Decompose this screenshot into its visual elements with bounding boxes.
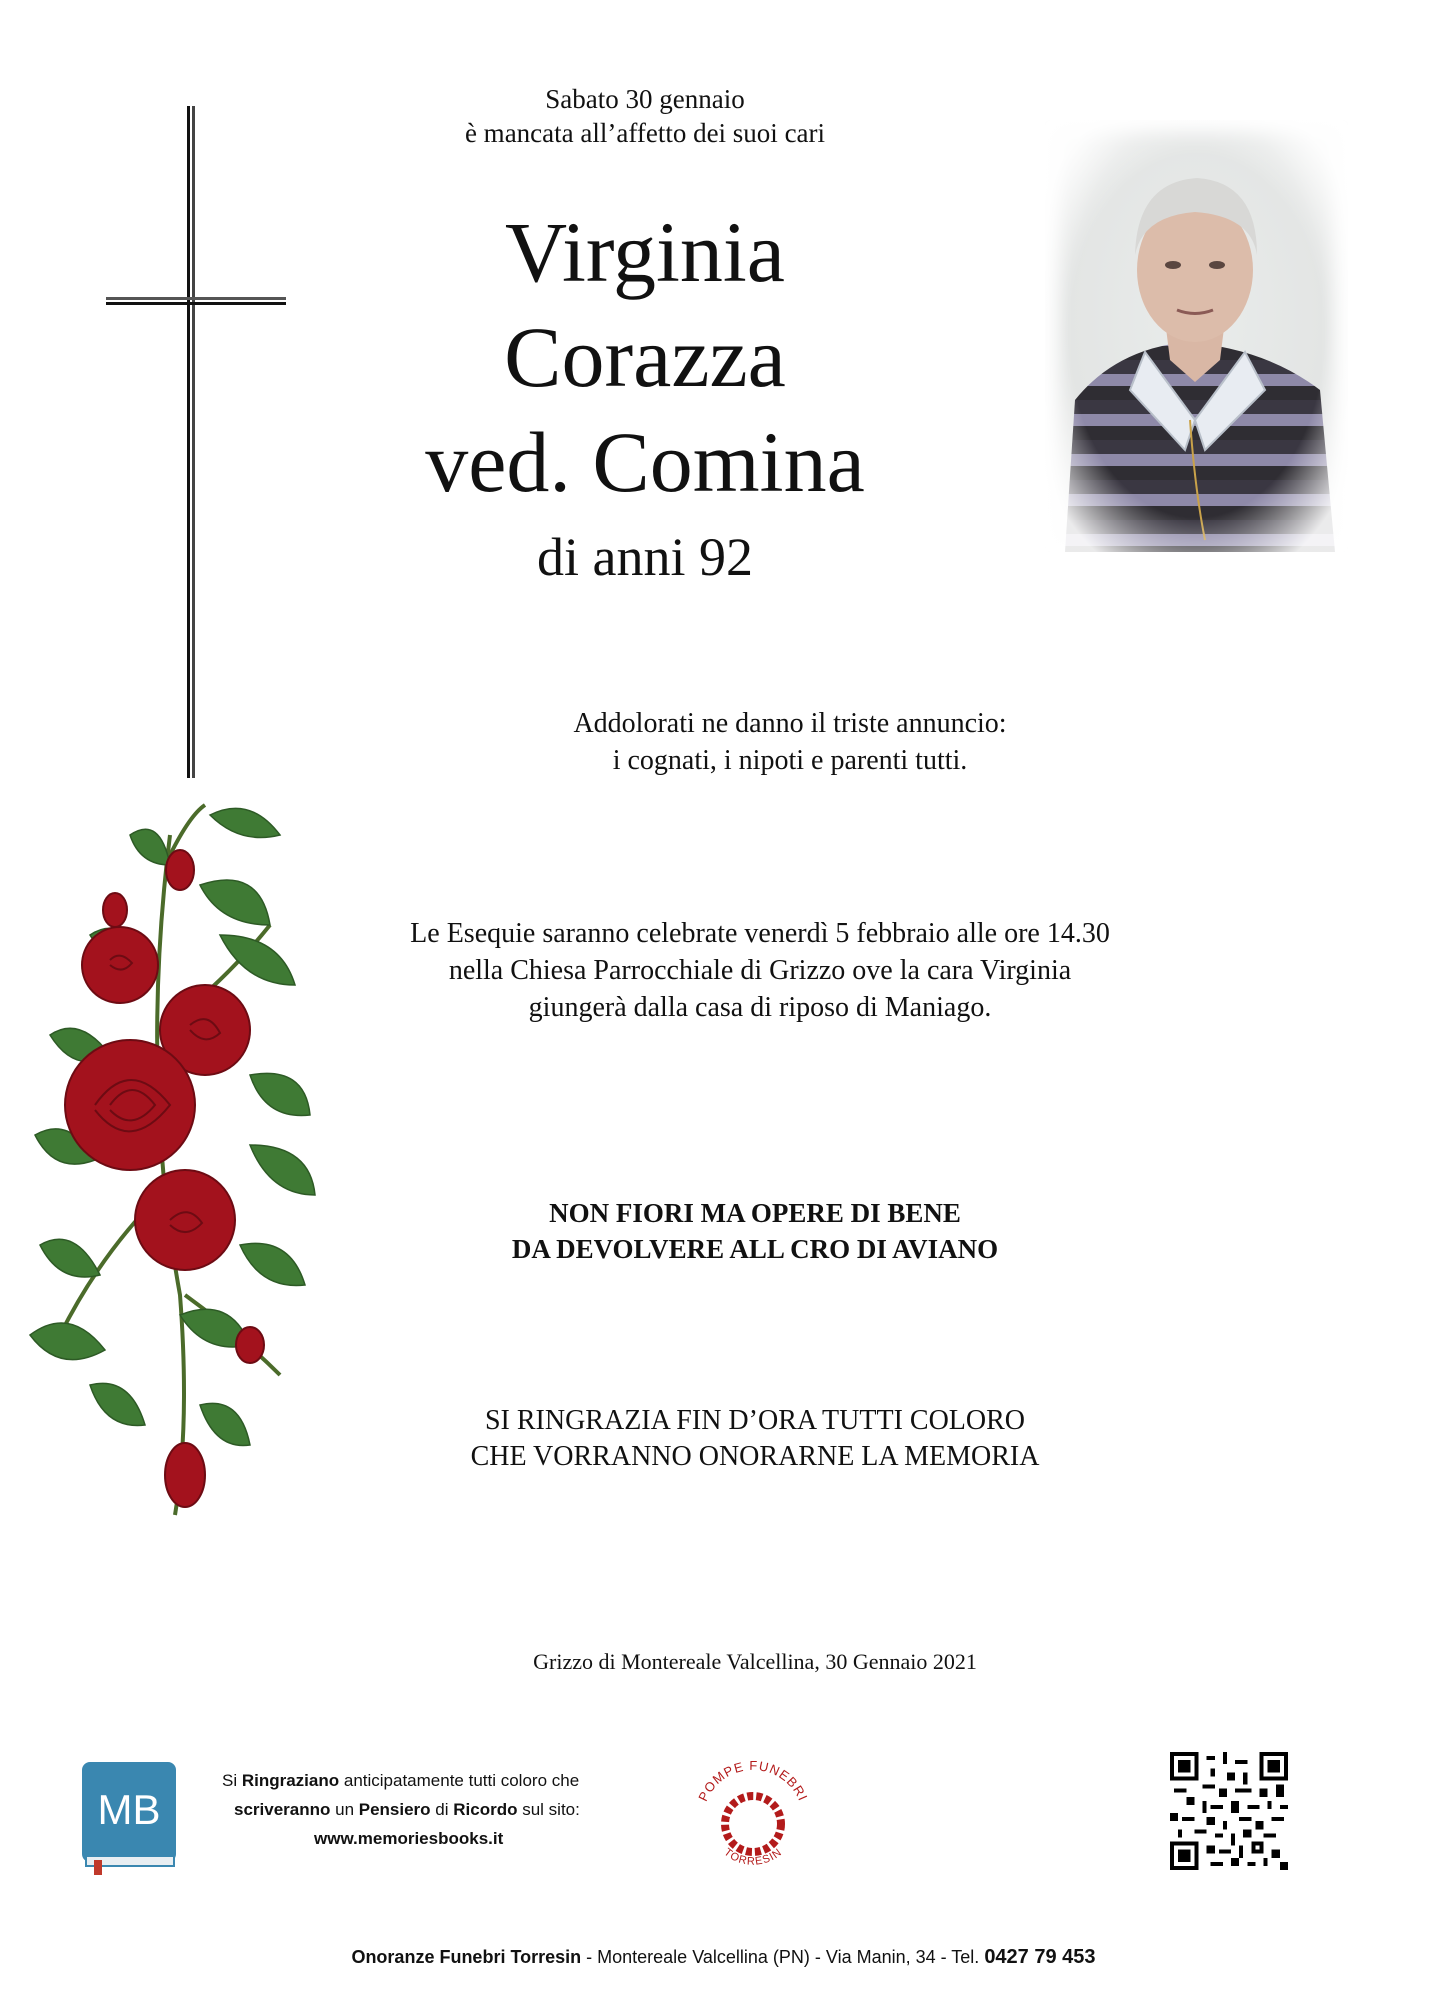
donation-line-2: DA DEVOLVERE ALL CRO DI AVIANO [511, 1234, 999, 1264]
donation-line-1: NON FIORI MA OPERE DI BENE [549, 1198, 961, 1228]
cross-vertical-bar [187, 106, 190, 778]
portrait-photo [1045, 120, 1348, 552]
memories-site-link[interactable]: www.memoriesbooks.it [314, 1829, 504, 1848]
mb-logo-text: MB [97, 1786, 161, 1833]
funeral-home-address: - Montereale Valcellina (PN) - Via Manin, 34 - Tel. [581, 1947, 985, 1967]
announcement-line-1: Addolorati ne danno il triste annuncio: [573, 708, 1007, 739]
cross-horizontal-bar [106, 302, 286, 305]
announcement [440, 705, 1140, 779]
funeral-line-1: Le Esequie saranno celebrate venerdì 5 febbraio alle ore 14.30 [410, 918, 1110, 949]
widow-of: ved. Comina [425, 414, 865, 510]
thanks-line-1: Si Ringraziano anticipatamente tutti coloro che [222, 1771, 580, 1790]
intro-line-2: è mancata all’affetto dei suoi cari [464, 118, 826, 148]
svg-text:TORRESIN [722, 1846, 785, 1868]
logo-top-text: POMPE FUNEBRI [695, 1757, 811, 1804]
intro-text [330, 82, 960, 150]
funeral-home-footer [0, 1945, 1447, 1969]
logo-bottom-text: TORRESIN [721, 1846, 785, 1868]
intro-line-1: Sabato 30 gennaio [545, 84, 745, 114]
funeral-line-3: giungerà dalla casa di riposo di Maniago. [528, 992, 992, 1023]
funeral-line-2: nella Chiesa Parrocchiale di Grizzo ove la cara Virginia [448, 955, 1072, 986]
gratitude-line-1: SI RINGRAZIA FIN D’ORA TUTTI COLORO [484, 1405, 1026, 1436]
funeral-home-name: Onoranze Funebri Torresin [351, 1947, 582, 1967]
age-text: di anni 92 [537, 527, 753, 587]
deceased-name [330, 200, 960, 515]
gratitude-note [330, 1403, 1180, 1475]
gratitude-line-2: CHE VORRANNO ONORARNE LA MEMORIA [470, 1441, 1040, 1472]
thanks-line-2: scriveranno un Pensiero di Ricordo sul sito: [234, 1800, 580, 1819]
qr-code[interactable] [1170, 1752, 1288, 1870]
last-name: Corazza [504, 309, 786, 405]
first-name: Virginia [505, 204, 785, 300]
place-date: Grizzo di Montereale Valcellina, 30 Gennaio 2021 [533, 1649, 977, 1674]
pompe-funebri-logo [688, 1752, 818, 1882]
funeral-home-phone[interactable]: 0427 79 453 [984, 1946, 1096, 1968]
donation-request [330, 1195, 1180, 1267]
announcement-line-2: i cognati, i nipoti e parenti tutti. [612, 745, 968, 776]
funeral-info [320, 915, 1200, 1026]
portrait-illustration [1045, 120, 1348, 552]
memories-thanks-text [222, 1766, 622, 1853]
memoriesbooks-logo [80, 1760, 178, 1875]
roses-decoration [20, 775, 335, 1545]
